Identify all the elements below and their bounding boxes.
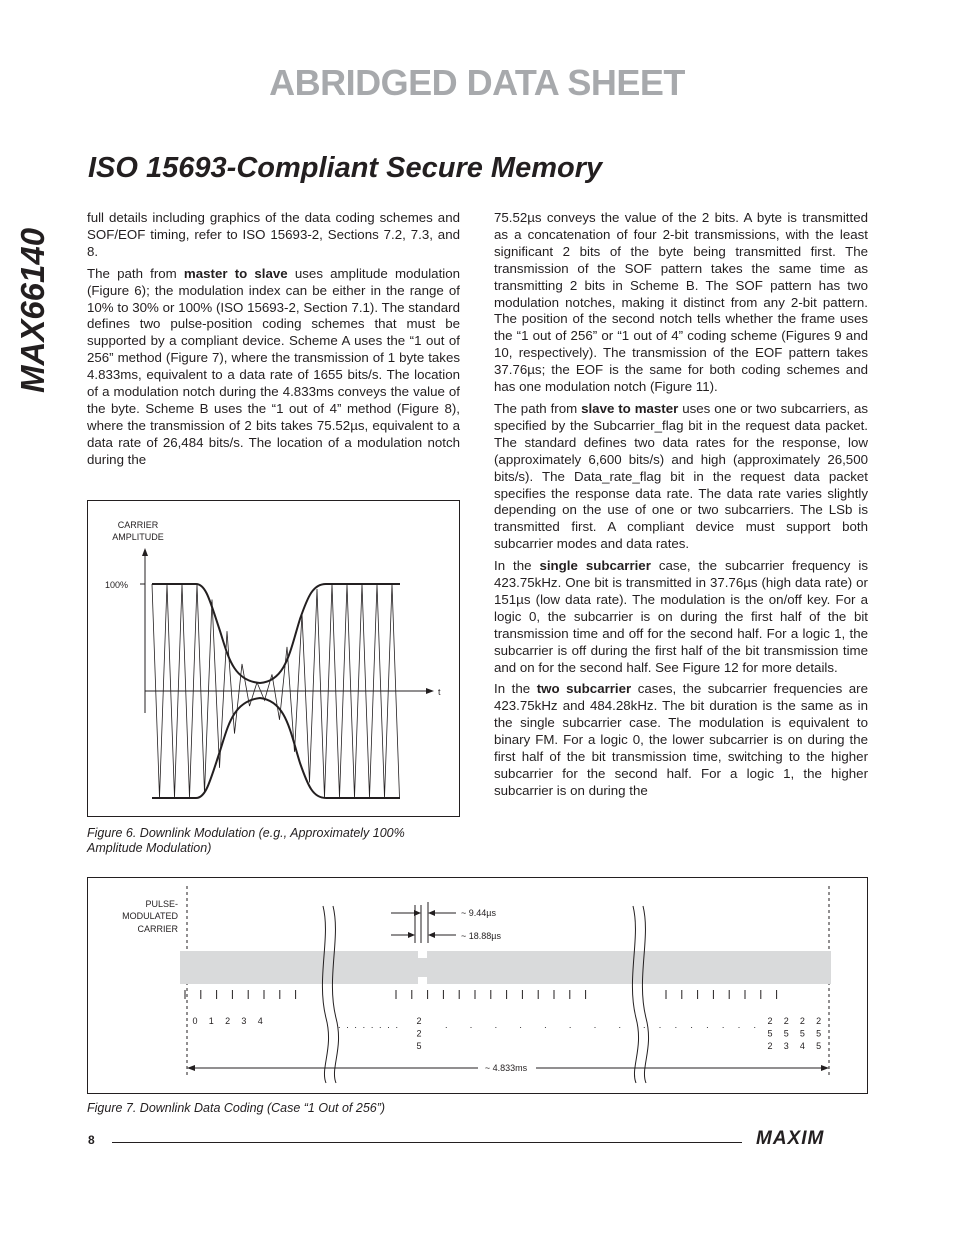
slot-ticks (185, 990, 777, 999)
slot-label: 3 (783, 1041, 789, 1051)
carrier-label-line1: PULSE- (145, 899, 178, 909)
break-line (322, 906, 328, 1083)
slot-label: 5 (816, 1041, 822, 1051)
page-number: 8 (88, 1133, 95, 1147)
slot-label: 2 (799, 1016, 805, 1026)
slot-label: 3 (241, 1016, 247, 1026)
figure-6-caption: Figure 6. Downlink Modulation (e.g., Approximately 100% Amplitude Modulation) (87, 826, 405, 855)
figure-6-graphic (88, 501, 459, 816)
part-number: MAX66140 (14, 227, 51, 393)
left-column (87, 210, 460, 474)
slot-label: 5 (783, 1028, 789, 1039)
footer-rule (112, 1142, 742, 1143)
figure-7-caption: Figure 7. Downlink Data Coding (Case “1 Out of 256”) (87, 1101, 386, 1115)
slot-label: 5 (816, 1028, 822, 1039)
slot-label: 2 (767, 1041, 773, 1051)
dim-9-44: ~ 9.44µs (461, 908, 496, 918)
modulation-notch-top (418, 951, 427, 958)
slot-label: 2 (416, 1028, 422, 1039)
paragraph: full details including graphics of the data coding schemes and SOF/EOF timing, refer to ISO 15693-2, Sections 7.2, 7.3, and 8. (87, 210, 460, 259)
slot-label: 4 (257, 1016, 263, 1026)
x-label-t: t (438, 687, 441, 697)
slot-label: 2 (416, 1016, 422, 1026)
page-title: ISO 15693-Compliant Secure Memory (88, 152, 603, 184)
x-axis-arrow (426, 688, 434, 694)
slot-label: 2 (783, 1016, 789, 1026)
figure-7-graphic (88, 878, 867, 1093)
duration-label: ~ 4.833ms (484, 1063, 528, 1073)
slot-label: 1 (208, 1016, 214, 1026)
right-column (494, 210, 868, 805)
paragraph: In the single subcarrier case, the subcarrier frequency is 423.75kHz. One bit is transmitted in 37.76µs (high data rate) or 151µs (low data rate). The modulation is the on/off key. For a logic 0, the subcarrier is on during the first half of the bit transmission time and off for the second half. For a logic 1, the subcarrier is off during the first half of the bit transmission time and on for the second half. See Figure 12 for more details. (494, 558, 868, 675)
slot-label: 2 (225, 1016, 231, 1026)
maxim-logo (756, 1128, 866, 1153)
modulation-notch-bottom (418, 977, 427, 984)
slot-label: 4 (799, 1041, 805, 1051)
svg-text:MAXIM: MAXIM (756, 1128, 825, 1148)
carrier-label-line2: MODULATED (122, 911, 178, 921)
slot-label: 2 (767, 1016, 773, 1026)
slot-label: 5 (799, 1028, 805, 1039)
ylabel-line2: AMPLITUDE (112, 532, 164, 542)
slot-label: 5 (416, 1041, 422, 1051)
slot-labels (192, 1016, 821, 1051)
carrier-label-line3: CARRIER (137, 924, 178, 934)
slot-ellipsis: . . . . . . . . (445, 1020, 621, 1030)
slot-label: 2 (816, 1016, 822, 1026)
y-tick-100: 100% (104, 580, 128, 590)
dim-18-88: ~ 18.88µs (461, 931, 501, 941)
paragraph: In the two subcarrier cases, the subcarrier frequencies are 423.75kHz and 484.28kHz. The bit duration is the same as in the single subcarrier case. The modulation is equivalent to binary FM. For a logic 0, the lower subcarrier is on during the first half of the bit transmission time, switching to the higher subcarrier for the second half. For a logic 1, the higher subcarrier is on during the (494, 681, 868, 798)
carrier-bar (180, 951, 831, 984)
slot-label: 5 (767, 1028, 773, 1039)
ylabel-line1: CARRIER (117, 520, 159, 530)
paragraph: The path from master to slave uses amplitude modulation (Figure 6); the modulation index can be either in the range of 10% to 30% or 100% (ISO 15693-2, Section 7.1). The standard defines two pulse-position coding schemes that must be supported by a compliant device. Scheme A uses the “1 out of 256” method (Figure 7), where the transmission of 1 byte takes 4.833ms, equivalent to a data rate of 1655 bits/s. The location of a modulation notch during the 4.833ms conveys the value of the byte. Scheme B uses the “1 out of 4” method (Figure 8), where the transmission of 2 bits takes 75.52µs, equivalent to a data rate of 26,484 bits/s. The location of a modulation notch during the (87, 265, 461, 467)
paragraph: 75.52µs conveys the value of the 2 bits. A byte is transmitted as a concatenation of four 2-bit transmissions, with the least significant 2 bits of the byte being transmitted first. The transmission of the SOF pattern takes the same time as transmitting 2 bits in Scheme B. The SOF pattern has two modulation notches, making it distinct from any 2-bit pattern. The position of the second notch tells whether the frame uses the “1 out of 256” or “1 out of 4” coding scheme (Figures 9 and 10, respectively). The transmission of the EOF pattern takes 37.76µs; the EOF is the same for both coding schemes and has one modulation notch (Figure 11). (494, 210, 868, 395)
slot-ellipsis: . . . . . . . . (338, 1020, 398, 1030)
banner-title: ABRIDGED DATA SHEET (269, 62, 685, 103)
paragraph: The path from slave to master uses one or two subcarriers, as specified by the Subcarrier_flag bit in the request data packet. The standard defines two data rates for the response, low (approximately 6,600 bits/s) and high (approximately 26,500 bits/s). The Data_rate_flag bit in the request data packet specifies the response data rate. The data rate varies slightly depending on the use of one or two subcarriers. The LSb is transmitted first. A compliant device must support both subcarrier modes and data rates. (494, 400, 868, 552)
break-line (332, 906, 338, 1083)
figure-6-downlink-modulation (87, 500, 460, 817)
slot-ellipsis: . . . . . . . . (643, 1020, 756, 1030)
break-line (642, 906, 648, 1083)
slot-label: 0 (192, 1016, 198, 1026)
break-line (632, 906, 638, 1083)
figure-7-downlink-data-coding (87, 877, 868, 1094)
y-axis-arrow (142, 548, 148, 556)
